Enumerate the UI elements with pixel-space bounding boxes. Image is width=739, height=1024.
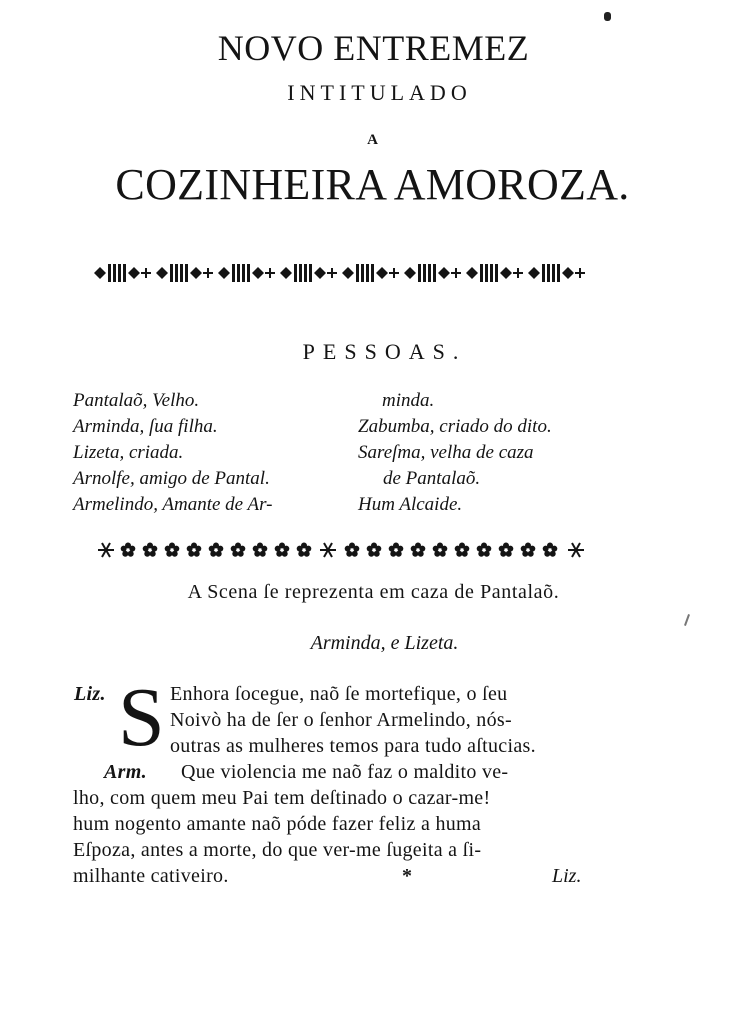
speaker-label: Arm. [104,761,147,783]
dialogue-line: lho, com quem meu Pai tem deſtinado o cazar-me! [73,787,491,809]
cast-entry: Zabumba, criado do dito. [358,416,552,437]
signature-mark: * [402,865,412,887]
cast-entry: Pantalaõ, Velho. [73,390,200,411]
title-line-1: NOVO ENTREMEZ [217,28,530,68]
dialogue-line: Noivò ha de ſer o ſenhor Armelindo, nós- [170,709,512,731]
dialogue-line: milhante cativeiro. [73,865,229,887]
scene-characters: Arminda, e Lizeta. [310,632,459,654]
ink-mark [684,614,690,626]
flower-divider [96,540,588,560]
cast-list-right [358,388,552,518]
drop-cap: S [118,671,165,764]
dialogue-line: Enhora ſocegue, naõ ſe mortefique, o ſeu [170,683,508,705]
cast-entry: Lizeta, criada. [73,442,184,463]
dialogue-line: outras as mulheres temos para tudo aſtucias. [170,735,536,757]
title-line-3: A [367,132,378,148]
speaker-label: Liz. [74,683,106,705]
cast-entry: Armelindo, Amante de Ar- [73,494,273,515]
ornament-unit [94,264,151,282]
ornament-band [92,256,592,290]
ink-spot [604,12,611,21]
title-line-4: COZINHEIRA AMOROZA. [115,160,630,209]
cast-entry: Hum Alcaide. [358,494,463,515]
dialogue-line: Eſpoza, antes a morte, do que ver-me ſugeita a ſi- [73,839,482,861]
cast-entry: minda. [382,390,435,411]
title-line-2: INTITULADO [287,80,472,105]
cast-list-left [73,388,272,518]
catchword: Liz. [552,865,582,887]
cast-entry: Arminda, ſua filha. [73,416,218,437]
dialogue-line: hum nogento amante naõ póde fazer feliz a huma [73,813,482,835]
cast-entry: de Pantalaõ. [383,468,481,489]
dialogue-line: Que violencia me naõ faz o maldito ve- [181,761,509,783]
scene-description: A Scena ſe reprezenta em caza de Pantalaõ. [187,581,560,603]
cast-heading: PESSOAS. [302,339,467,364]
cast-entry: Sareſma, velha de caza [358,442,534,463]
cast-entry: Arnolfe, amigo de Pantal. [73,468,270,489]
